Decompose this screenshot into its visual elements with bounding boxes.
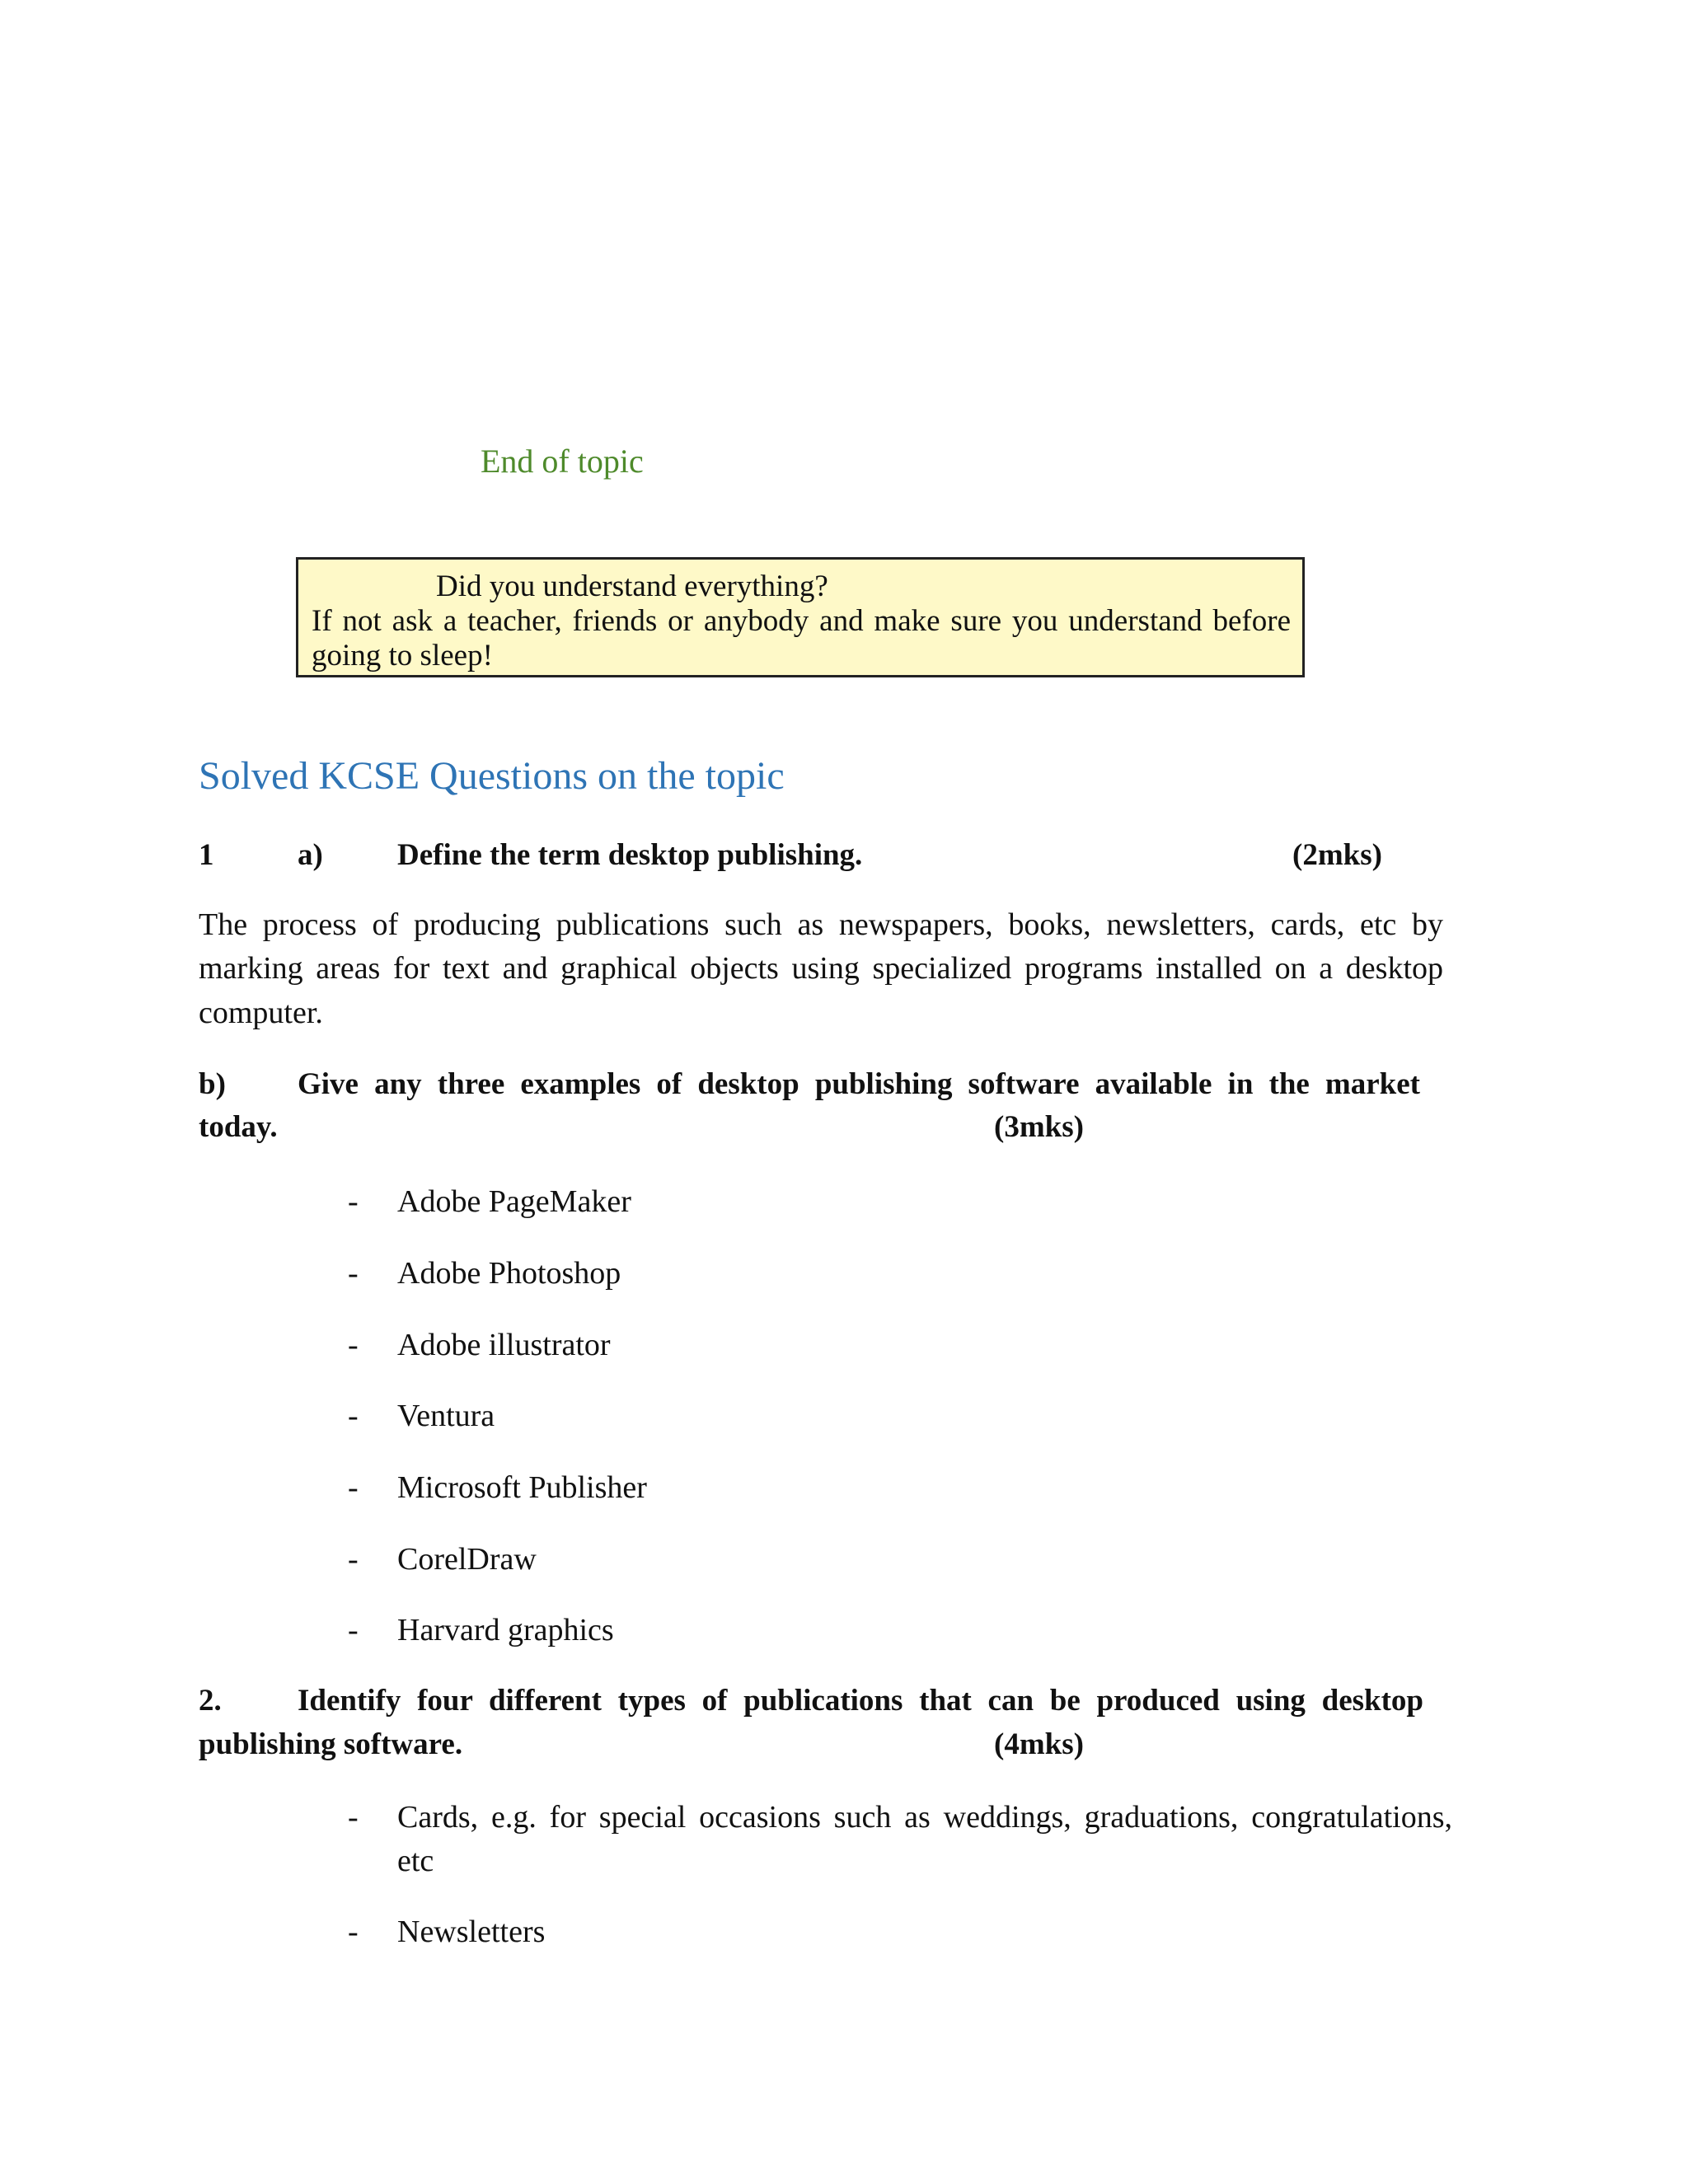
q1b-part-label: b) <box>199 1067 226 1101</box>
list-bullet: - <box>348 1256 359 1291</box>
list-bullet: - <box>348 1399 359 1433</box>
q1-answer-line-2: marking areas for text and graphical objects using specialized programs installed on a desktop <box>199 951 1443 986</box>
list-bullet: - <box>348 1470 359 1505</box>
callout-line-2: If not ask a teacher, friends or anybody and make sure you understand before <box>312 604 1291 638</box>
list-item: Newsletters <box>397 1915 546 1949</box>
q1-answer-line-3: computer. <box>199 996 323 1030</box>
list-item: CorelDraw <box>397 1542 537 1577</box>
list-bullet: - <box>348 1328 359 1362</box>
q1b-marks: (3mks) <box>994 1110 1084 1144</box>
callout-line-1: Did you understand everything? <box>436 569 828 603</box>
list-item: Ventura <box>397 1399 495 1433</box>
callout-line-3: going to sleep! <box>312 639 493 673</box>
list-item: Cards, e.g. for special occasions such as weddings, graduations, congratulations, <box>397 1800 1452 1835</box>
section-title: Solved KCSE Questions on the topic <box>199 754 785 798</box>
q2-marks: (4mks) <box>994 1727 1084 1761</box>
list-item: Adobe illustrator <box>397 1328 611 1362</box>
q1-answer-line-1: The process of producing publications such as newspapers, books, newsletters, cards, etc by <box>199 907 1443 942</box>
list-bullet: - <box>348 1915 359 1949</box>
q1b-question-line-1: Give any three examples of desktop publishing software available in the market <box>298 1067 1420 1101</box>
list-item: Adobe Photoshop <box>397 1256 621 1291</box>
list-item-continuation: etc <box>397 1844 434 1878</box>
list-bullet: - <box>348 1613 359 1647</box>
q2-number: 2. <box>199 1684 222 1718</box>
end-of-topic-label: End of topic <box>481 443 644 480</box>
q1-part-label: a) <box>298 838 323 872</box>
q1-marks: (2mks) <box>1292 838 1382 872</box>
q1b-question-line-2: today. <box>199 1110 278 1144</box>
list-bullet: - <box>348 1184 359 1219</box>
list-bullet: - <box>348 1542 359 1577</box>
q2-question-line-1: Identify four different types of publications that can be produced using desktop <box>298 1684 1423 1718</box>
q1-number: 1 <box>199 838 214 872</box>
reminder-callout-box <box>296 557 1305 677</box>
list-item: Harvard graphics <box>397 1613 614 1647</box>
q2-question-line-2: publishing software. <box>199 1727 463 1761</box>
list-item: Adobe PageMaker <box>397 1184 631 1219</box>
q1-question-text: Define the term desktop publishing. <box>397 838 863 872</box>
list-item: Microsoft Publisher <box>397 1470 647 1505</box>
list-bullet: - <box>348 1800 359 1835</box>
